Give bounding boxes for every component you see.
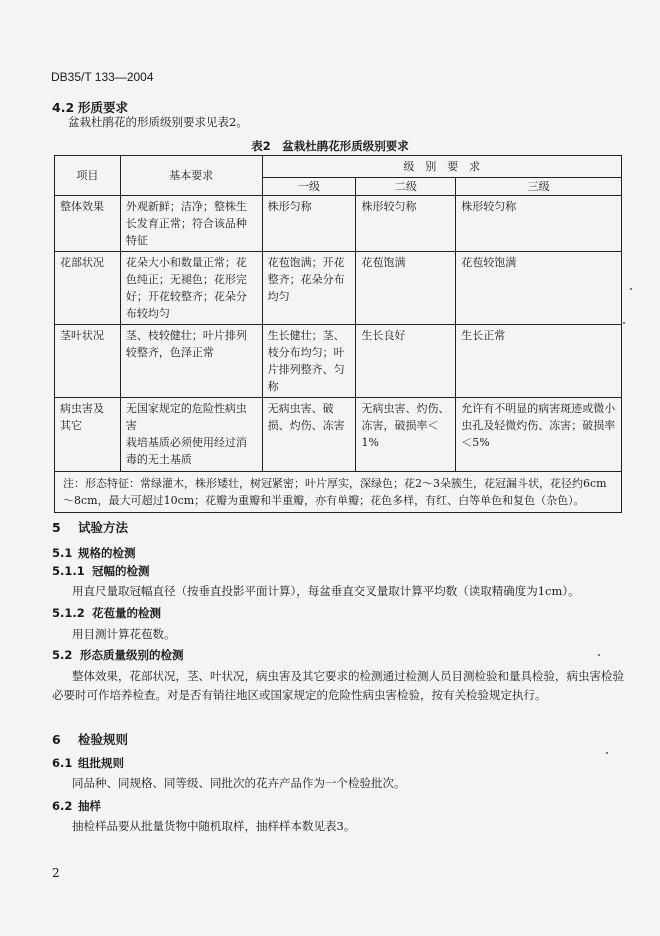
table-2-caption: 表2 盆栽杜鹃花形质级别要求: [251, 139, 409, 153]
section-title: 检验规则: [78, 732, 129, 747]
header-grade-3: 三级: [456, 178, 622, 196]
section-6-1-heading: [52, 755, 124, 771]
cell-grade-1: 无病虫害、破损、灼伤、冻害: [262, 398, 356, 472]
cell-grade-1: 生长健壮；茎、枝分布均匀；叶片排列整齐、匀称: [262, 325, 356, 398]
header-grade-2: 二级: [356, 178, 456, 196]
cell-grade-3: 允许有不明显的病害斑迹或微小虫孔及轻微灼伤、冻害；破损率＜5%: [456, 398, 622, 472]
section-5-1-heading: [52, 545, 136, 561]
table-header-row: [55, 156, 622, 178]
section-title: 花苞量的检测: [92, 606, 161, 620]
section-5-heading: [52, 518, 128, 536]
section-5-1-1-heading: [52, 563, 150, 579]
table-2: [54, 155, 622, 513]
section-number: 6.2: [52, 799, 73, 813]
scan-speck: [630, 288, 632, 290]
section-5-1-2-text: 用目测计算花苞数。: [72, 627, 176, 641]
section-6-1-text: 同品种、同规格、同等级、同批次的花卉产品作为一个检验批次。: [72, 776, 406, 790]
cell-grade-2: 生长良好: [356, 325, 456, 398]
section-5-2-text: 整体效果，花部状况，茎、叶状况，病虫害及其它要求的检测通过检测人员目测检验和量具检验，病虫害检验必要时可作培养检查。对是否有销往地区或国家规定的危险性病虫害检验，按有关检验规定执行。: [52, 669, 624, 702]
header-item: 项目: [55, 156, 121, 196]
cell-grade-2: 花苞饱满: [356, 252, 456, 325]
section-6-heading: [52, 730, 128, 748]
cell-basic: 外观新鲜；洁净；整株生长发育正常；符合该品种特征: [120, 196, 262, 252]
section-title: 组批规则: [78, 756, 124, 770]
scan-speck: [623, 322, 625, 324]
cell-basic: 花朵大小和数量正常；花色纯正；无褪色；花形完好；开花较整齐；花朵分布较均匀: [120, 252, 262, 325]
section-4-2-text: 盆栽杜鹃花的形质级别要求见表2。: [68, 115, 248, 129]
scan-speck: [598, 654, 600, 656]
cell-grade-3: 花苞较饱满: [456, 252, 622, 325]
section-title: 抽样: [78, 799, 101, 813]
cell-grade-3: 生长正常: [456, 325, 622, 398]
section-title: 规格的检测: [78, 546, 136, 560]
cell-basic-line-1: 无国家规定的危险性病虫害: [125, 402, 247, 432]
document-code: DB35/T 133—2004: [51, 70, 154, 84]
section-number: 6: [52, 732, 61, 747]
cell-basic: 茎、枝较健壮；叶片排列较整齐，色泽正常: [120, 325, 262, 398]
section-number: 5.2: [52, 648, 73, 662]
section-number: 5.1.2: [52, 606, 85, 620]
cell-grade-1: 花苞饱满；开花整齐；花朵分布均匀: [262, 252, 356, 325]
cell-item: 病虫害及其它: [55, 398, 121, 472]
table-row: [55, 398, 622, 472]
section-5-2-heading: [52, 647, 184, 663]
section-title: 形态质量级别的检测: [80, 648, 184, 662]
section-number: 6.1: [52, 756, 73, 770]
table-row: [55, 196, 622, 252]
section-title: 形质要求: [78, 100, 129, 115]
section-5-1-2-heading: [52, 605, 161, 621]
header-grade: 级 别 要 求: [262, 156, 621, 178]
section-number: 5.1: [52, 546, 73, 560]
section-title: 冠幅的检测: [92, 564, 150, 578]
section-title: 试验方法: [78, 520, 129, 535]
cell-basic-line-2: 栽培基质必须使用经过消毒的无土基质: [125, 436, 247, 466]
page-number: 2: [52, 866, 60, 880]
cell-grade-2: 株形较匀称: [356, 196, 456, 252]
section-number: 5: [52, 520, 61, 535]
header-basic: 基本要求: [120, 156, 262, 196]
section-6-2-heading: [52, 798, 101, 814]
section-5-1-1-text: 用直尺量取冠幅直径（按垂直投影平面计算），每盆垂直交叉量取计算平均数（读取精确度为1cm）。: [72, 584, 580, 598]
scan-speck: [606, 752, 608, 754]
table-row: [55, 252, 622, 325]
table-row: [55, 325, 622, 398]
section-number: 5.1.1: [52, 564, 85, 578]
cell-grade-2: 无病虫害、灼伤、冻害，破损率＜1%: [356, 398, 456, 472]
table-note-row: [55, 472, 622, 513]
header-grade-1: 一级: [262, 178, 356, 196]
section-6-2-text: 抽检样品要从批量货物中随机取样，抽样样本数见表3。: [72, 819, 356, 833]
cell-item: 花部状况: [55, 252, 121, 325]
cell-grade-3: 株形较匀称: [456, 196, 622, 252]
table-note: 注：形态特征：常绿灌木，株形矮壮，树冠紧密；叶片厚实，深绿色；花2～3朵簇生，花冠漏斗状，花径约6cm～8cm，最大可超过10cm；花瓣为重瓣和半重瓣，亦有单瓣；花色多样，有红、白等单色和复色（杂色）。: [55, 472, 622, 513]
cell-item: 茎叶状况: [55, 325, 121, 398]
cell-basic: [120, 398, 262, 472]
section-number: 4.2: [52, 100, 75, 115]
cell-grade-1: 株形匀称: [262, 196, 356, 252]
cell-item: 整体效果: [55, 196, 121, 252]
